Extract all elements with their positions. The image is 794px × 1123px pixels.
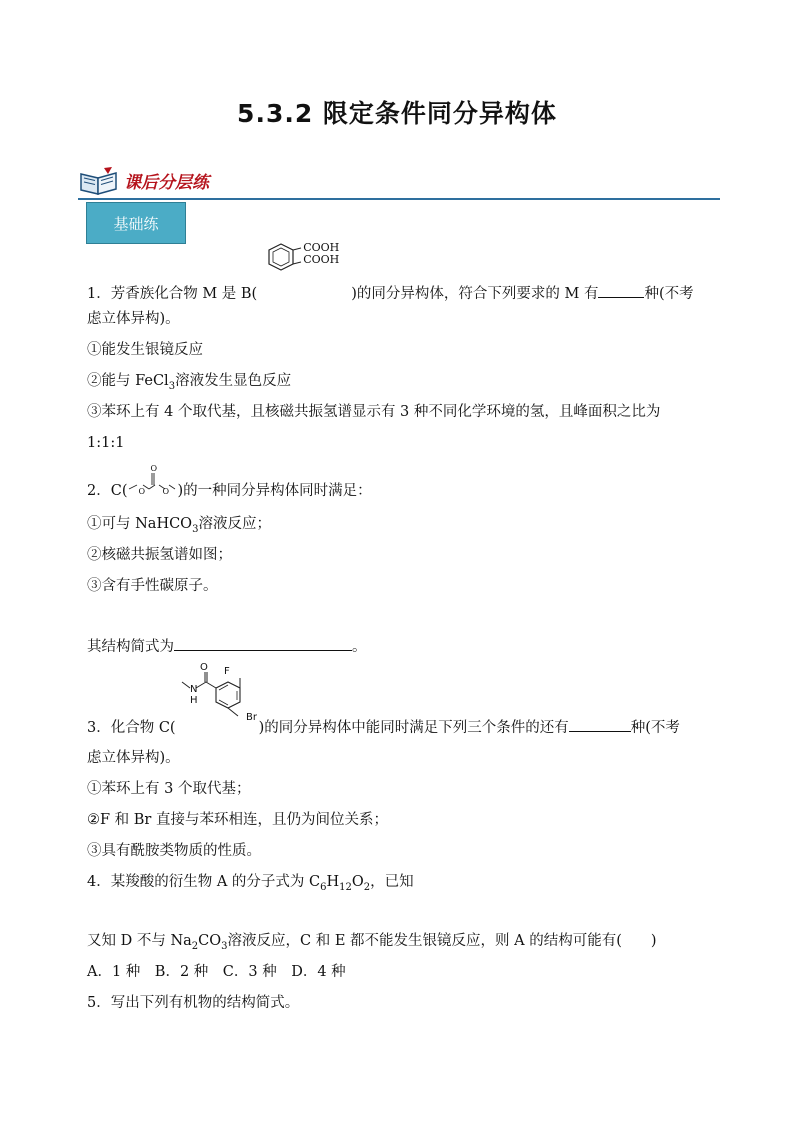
mol-b-cooh-2: COOH — [303, 253, 340, 266]
book-icon — [78, 166, 120, 196]
q4-sub3: 2 — [363, 881, 371, 893]
section-divider — [78, 198, 720, 200]
mol-c-f-label: F — [224, 666, 230, 677]
q3-condition-2: ②F 和 Br 直接与苯环相连，且仍为间位关系； — [87, 812, 388, 828]
mol-c-o-right: O — [162, 487, 170, 496]
mol-c-o-left: O — [138, 487, 146, 496]
q3-condition-1: ①苯环上有 3 个取代基； — [87, 781, 251, 797]
section-header — [78, 164, 720, 200]
q1-line-2: 虑立体异构)。 — [87, 311, 180, 327]
question-5: 5．写出下列有机物的结构简式。 — [87, 995, 300, 1011]
q2-condition-1 — [87, 514, 271, 540]
question-1-line-1 — [87, 241, 694, 304]
q1-c2-post: 溶液发生显色反应 — [175, 373, 292, 389]
q4-l2-sub2: 3 — [221, 940, 228, 952]
q2-c1-sub: 3 — [192, 523, 199, 535]
q1-c2-pre: ②能与 FeCl — [87, 373, 169, 389]
q1-condition-2 — [87, 371, 291, 397]
q1-post2: 种(不考 — [644, 286, 694, 302]
q4-l1-post: ，已知 — [370, 874, 414, 890]
question-3-line-1 — [87, 717, 680, 738]
q2-prefix: 2．C( — [87, 483, 128, 499]
q1-c2-sub: 3 — [168, 380, 176, 392]
q3-line-2: 虑立体异构)。 — [87, 750, 180, 766]
question-4-line-2 — [87, 931, 657, 957]
q4-sub2: 12 — [339, 881, 352, 893]
page-title: 5.3.2 限定条件同分异构体 — [237, 99, 557, 128]
q1-prefix: 1．芳香族化合物 M 是 B( — [87, 286, 258, 302]
q2-condition-2: ②核磁共振氢谱如图； — [87, 547, 232, 563]
q2-c1-post: 溶液反应； — [198, 516, 271, 532]
q2-post: )的一种同分异构体同时满足： — [177, 483, 372, 499]
q3-post2: 种(不考 — [630, 720, 680, 736]
mol-c-o-label: O — [200, 662, 208, 673]
mol-b-cooh-1: COOH — [303, 241, 340, 254]
level-badge: 基础练 — [86, 202, 186, 244]
q1-post: )的同分异构体，符合下列要求的 M 有 — [351, 286, 599, 302]
question-4-line-1 — [87, 872, 414, 898]
q4-l2-post: 溶液反应，C 和 E 都不能发生银镜反应，则 A 的结构可能有( ) — [227, 933, 657, 949]
q3-post: )的同分异构体中能同时满足下列三个条件的还有 — [258, 720, 569, 736]
molecule-c-carbonate-diagram — [127, 464, 177, 501]
q4-l1-pre: 4．某羧酸的衍生物 A 的分子式为 C — [87, 874, 321, 890]
q2-c1-pre: ①可与 NaHCO — [87, 516, 193, 532]
answer-blank-1[interactable] — [598, 283, 644, 298]
q4-mid1: H — [326, 874, 340, 890]
mol-c-br-label: Br — [246, 712, 257, 723]
q4-sub1: 6 — [320, 881, 327, 893]
q3-prefix: 3．化合物 C( — [87, 720, 176, 736]
question-2-line-1 — [87, 464, 372, 501]
q3-condition-3: ③具有酰胺类物质的性质。 — [87, 843, 261, 859]
answer-blank-3[interactable] — [569, 717, 631, 732]
mol-c-h-label: H — [190, 695, 198, 706]
section-label: 课后分层练 — [124, 173, 209, 193]
q4-l2-pre: 又知 D 不与 Na — [87, 933, 192, 949]
q4-l2-mid: CO — [198, 933, 222, 949]
q2-answer-label: 其结构简式为 — [87, 639, 174, 655]
molecule-b-diagram — [257, 241, 351, 304]
mol-c-n-label: N — [190, 684, 198, 695]
q4-options[interactable]: A．1 种 B．2 种 C．3 种 D．4 种 — [87, 964, 346, 980]
q1-condition-3: ③苯环上有 4 个取代基，且核磁共振氢谱显示有 3 种不同化学环境的氢，且峰面积之比为 — [87, 404, 661, 420]
answer-blank-2[interactable] — [174, 636, 352, 651]
q2-answer-line — [87, 636, 367, 657]
q1-condition-1: ①能发生银镜反应 — [87, 342, 203, 358]
q2-answer-end: 。 — [352, 639, 367, 655]
q1-condition-3-ratio: 1:1:1 — [87, 435, 125, 451]
q4-l2-sub1: 2 — [191, 940, 199, 952]
mol-c-o-top: O — [150, 464, 158, 473]
q2-condition-3: ③含有手性碳原子。 — [87, 578, 218, 594]
q4-mid2: O — [351, 874, 364, 890]
